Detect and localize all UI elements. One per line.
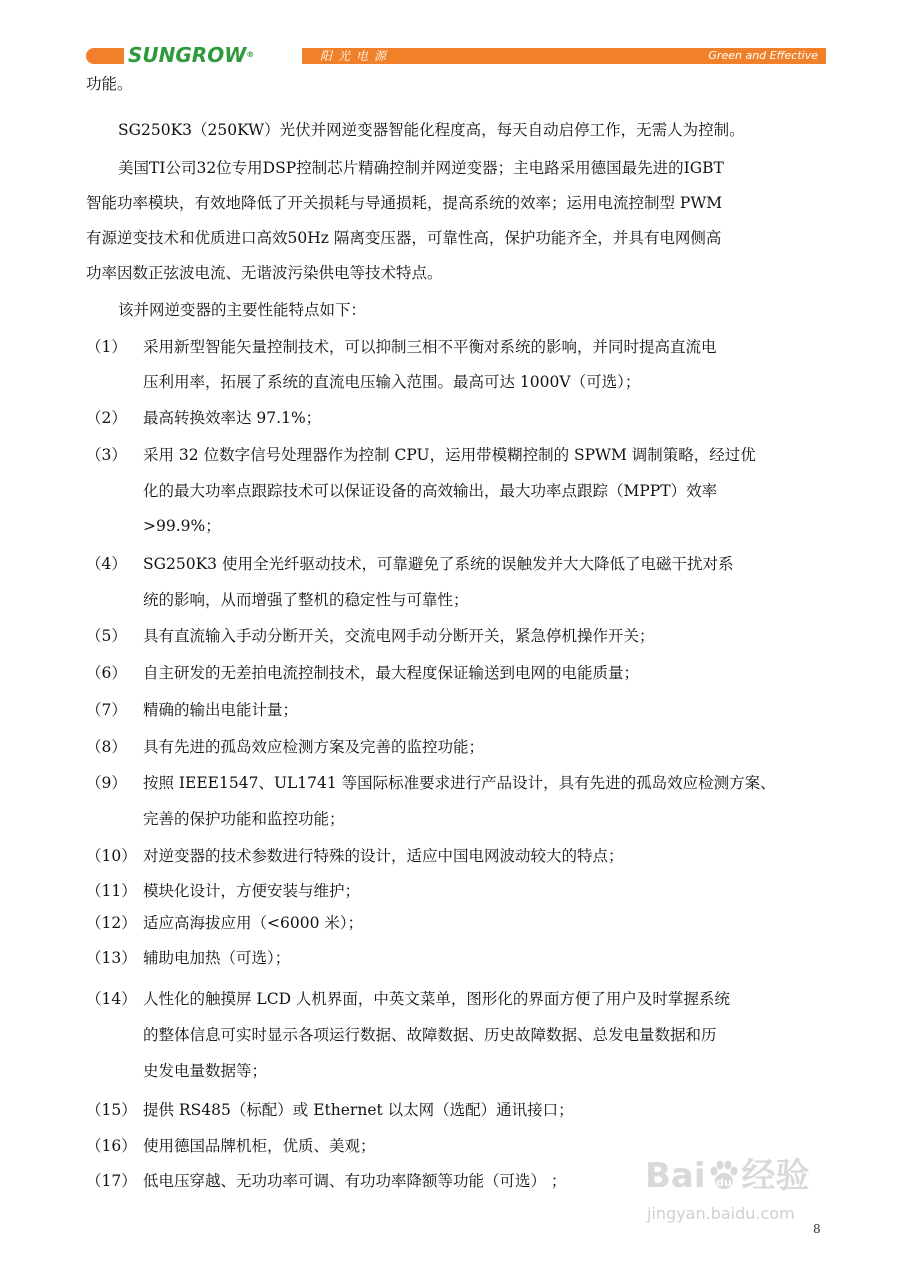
feature-line: 模块化设计，方便安装与维护； (143, 882, 361, 900)
sungrow-logo (128, 43, 254, 67)
feature-line: 最高转换效率达 97.1%； (143, 409, 322, 427)
feature-number: （1） (86, 338, 127, 356)
feature-number: （3） (86, 446, 127, 464)
feature-number: （14） (86, 990, 137, 1008)
watermark-logo-left: Bai (645, 1156, 706, 1196)
page-number: 8 (813, 1222, 821, 1236)
feature-number: （8） (86, 738, 127, 756)
feature-line: >99.9%； (143, 517, 221, 535)
feature-number: （9） (86, 774, 127, 792)
feature-line: 采用新型智能矢量控制技术，可以抑制三相不平衡对系统的影响，并同时提高直流电 (143, 338, 717, 356)
feature-line: 化的最大功率点跟踪技术可以保证设备的高效输出，最大功率点跟踪（MPPT）效率 (143, 482, 718, 500)
feature-line: 的整体信息可实时显示各项运行数据、故障数据、历史故障数据、总发电量数据和历 (143, 1026, 717, 1044)
logo-text: SUNGROW (128, 43, 247, 67)
watermark-logo (645, 1152, 810, 1200)
feature-line: 具有先进的孤岛效应检测方案及完善的监控功能； (143, 738, 485, 756)
paragraph-line: SG250K3（250KW）光伏并网逆变器智能化程度高，每天自动启停工作，无需人为控制。 (118, 121, 745, 139)
feature-line: 使用德国品牌机柜，优质、美观； (143, 1137, 376, 1155)
feature-line: 按照 IEEE1547、UL1741 等国际标准要求进行产品设计，具有先进的孤岛效应检测方案、 (143, 774, 776, 792)
feature-number: （2） (86, 409, 127, 427)
feature-line: 辅助电加热（可选）； (143, 949, 291, 967)
feature-number: （12） (86, 914, 137, 932)
feature-line: 低电压穿越、无功功率可调、有功功率降额等功能（可选） ； (143, 1172, 567, 1190)
feature-number: （5） (86, 627, 127, 645)
header-chinese-name: 阳光电源 (320, 49, 393, 63)
feature-line: 人性化的触摸屏 LCD 人机界面，中英文菜单，图形化的界面方便了用户及时掌握系统 (143, 990, 730, 1008)
feature-line: 史发电量数据等； (143, 1062, 268, 1080)
feature-line: 具有直流输入手动分断开关，交流电网手动分断开关，紧急停机操作开关； (143, 627, 655, 645)
feature-number: （13） (86, 949, 137, 967)
paragraph-line: 有源逆变技术和优质进口高效50Hz 隔离变压器，可靠性高，保护功能齐全，并具有电网侧高 (86, 229, 722, 247)
registered-mark: ® (246, 50, 255, 59)
feature-line: 压利用率，拓展了系统的直流电压输入范围。最高可达 1000V（可选）； (143, 373, 641, 391)
page-header (86, 43, 826, 67)
feature-number: （6） (86, 664, 127, 682)
watermark-url: jingyan.baidu.com (647, 1204, 795, 1223)
paragraph-line: 功率因数正弦波电流、无谐波污染供电等技术特点。 (86, 264, 443, 282)
feature-line: 精确的输出电能计量； (143, 701, 299, 719)
feature-line: 统的影响，从而增强了整机的稳定性与可靠性； (143, 591, 469, 609)
paragraph-line: 智能功率模块，有效地降低了开关损耗与导通损耗，提高系统的效率；运用电流控制型 PWM (86, 194, 723, 212)
feature-line: 完善的保护功能和监控功能； (143, 810, 345, 828)
feature-line: 适应高海拔应用（<6000 米）； (143, 914, 364, 932)
watermark-logo-right: 经验 (741, 1156, 810, 1196)
feature-line: 对逆变器的技术参数进行特殊的设计，适应中国电网波动较大的特点； (143, 847, 624, 865)
feature-number: （15） (86, 1101, 137, 1119)
feature-line: SG250K3 使用全光纤驱动技术，可靠避免了系统的误触发并大大降低了电磁干扰对系 (143, 555, 734, 573)
header-slogan: Green and Effective (708, 49, 818, 62)
svg-text:du: du (715, 1176, 732, 1189)
feature-number: （11） (86, 882, 137, 900)
paragraph-line: 美国TI公司32位专用DSP控制芯片精确控制并网逆变器；主电路采用德国最先进的IGBT (118, 159, 724, 177)
feature-line: 采用 32 位数字信号处理器作为控制 CPU，运用带模糊控制的 SPWM 调制策略，经过优 (143, 446, 756, 464)
feature-number: （17） (86, 1172, 137, 1190)
feature-line: 提供 RS485（标配）或 Ethernet 以太网（选配）通讯接口； (143, 1101, 574, 1119)
feature-number: （4） (86, 555, 127, 573)
feature-number: （10） (86, 847, 137, 865)
paw-icon (706, 1157, 742, 1193)
feature-number: （7） (86, 701, 127, 719)
paragraph-line: 功能。 (86, 75, 133, 93)
header-accent-pill (86, 48, 124, 64)
paragraph-line: 该并网逆变器的主要性能特点如下： (118, 301, 367, 319)
feature-number: （16） (86, 1137, 137, 1155)
feature-line: 自主研发的无差拍电流控制技术，最大程度保证输送到电网的电能质量； (143, 664, 640, 682)
